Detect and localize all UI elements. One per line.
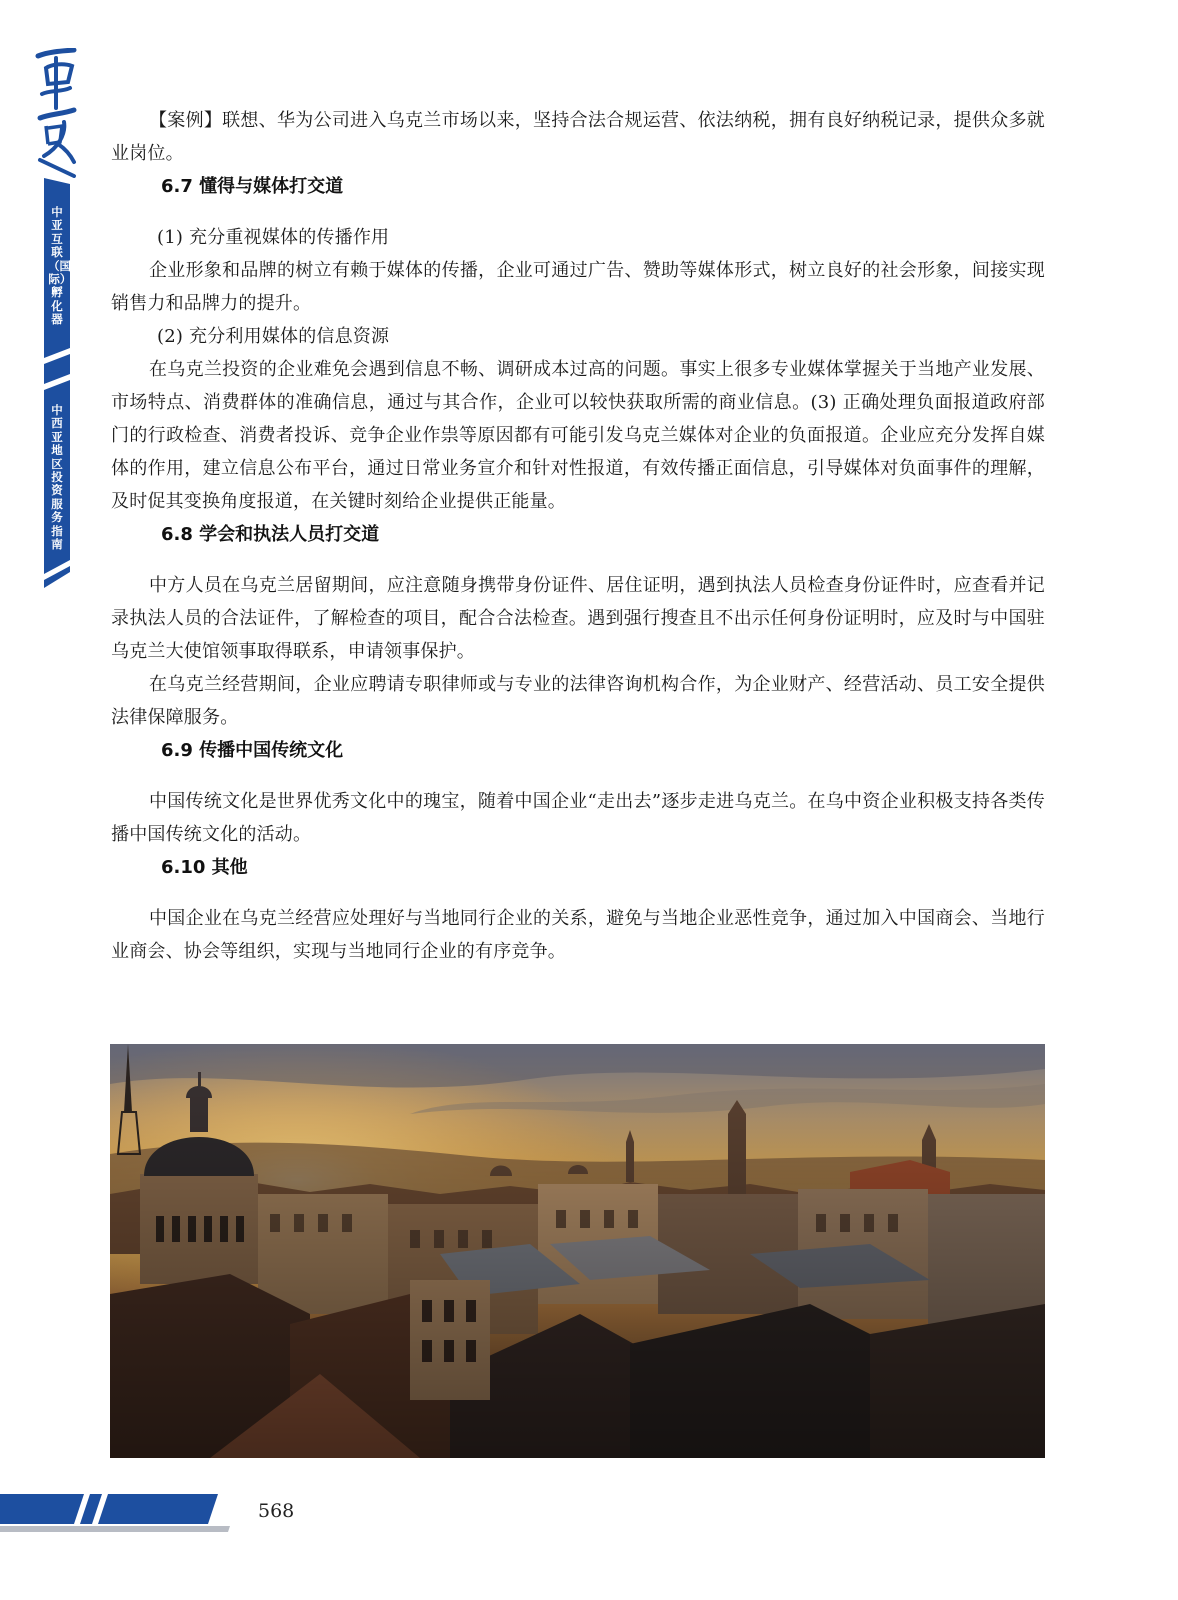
- paragraph-6-8-2: 在乌克兰经营期间，企业应聘请专职律师或与专业的法律咨询机构合作，为企业财产、经营活动、员工安全提供法律保障服务。: [111, 674, 1045, 728]
- paragraph-6-9-1: 中国传统文化是世界优秀文化中的瑰宝，随着中国企业“走出去”逐步走进乌克兰。在乌中资企业积极支持各类传播中国传统文化的活动。: [111, 791, 1045, 845]
- sunset-cityscape-photo: [110, 1044, 1045, 1458]
- case-paragraph: 【案例】联想、华为公司进入乌克兰市场以来，坚持合法合规运营、依法纳税，拥有良好纳税记录，提供众多就业岗位。: [111, 110, 1045, 164]
- page-number: 568: [258, 1500, 295, 1522]
- section-heading-6-10: 6.10 其他: [161, 857, 248, 878]
- belt-and-road-logo: [34, 48, 78, 178]
- vertical-title-2: 中西亚地区投资服务指南: [51, 403, 63, 552]
- paragraph-6-10-1: 中国企业在乌克兰经营应处理好与当地同行企业的关系，避免与当地企业恶性竞争，通过加入中国商会、当地行业商会、协会等组织，实现与当地同行企业的有序竞争。: [111, 908, 1045, 962]
- section-heading-6-7: 6.7 懂得与媒体打交道: [161, 176, 344, 197]
- main-content: [111, 104, 1045, 968]
- vertical-title-1: 中亚互联（国际）孵化器: [48, 205, 71, 327]
- subheading-6-7-2: (2) 充分利用媒体的信息资源: [157, 326, 390, 347]
- paragraph-6-8-1: 中方人员在乌克兰居留期间，应注意随身携带身份证件、居住证明，遇到执法人员检查身份证件时，应查看并记录执法人员的合法证件，了解检查的项目，配合合法检查。遇到强行搜查且不出示任何身份证明时，应及时与中国驻乌克兰大使馆领事取得联系，申请领事保护。: [111, 575, 1045, 662]
- section-heading-6-9: 6.9 传播中国传统文化: [161, 740, 344, 761]
- section-heading-6-8: 6.8 学会和执法人员打交道: [161, 524, 380, 545]
- footer-stripes: [0, 1488, 240, 1536]
- paragraph-6-7-1: 企业形象和品牌的树立有赖于媒体的传播，企业可通过广告、赞助等媒体形式，树立良好的社会形象，间接实现销售力和品牌力的提升。: [111, 260, 1045, 314]
- subheading-6-7-1: (1) 充分重视媒体的传播作用: [157, 227, 390, 248]
- paragraph-6-7-2: 在乌克兰投资的企业难免会遇到信息不畅、调研成本过高的问题。事实上很多专业媒体掌握关于当地产业发展、市场特点、消费群体的准确信息，通过与其合作，企业可以较快获取所需的商业信息。(3) 正确处理负面报道政府部门的行政检查、消费者投诉、竞争企业作祟等原因都有可能引发乌克兰媒体对企业的负面报道。企业应充分发挥自媒体的作用，建立信息公布平台，通过日常业务宣介和针对性报道，有效传播正面信息，引导媒体对负面事件的理解，及时促其变换角度报道，在关键时刻给企业提供正能量。: [111, 359, 1045, 512]
